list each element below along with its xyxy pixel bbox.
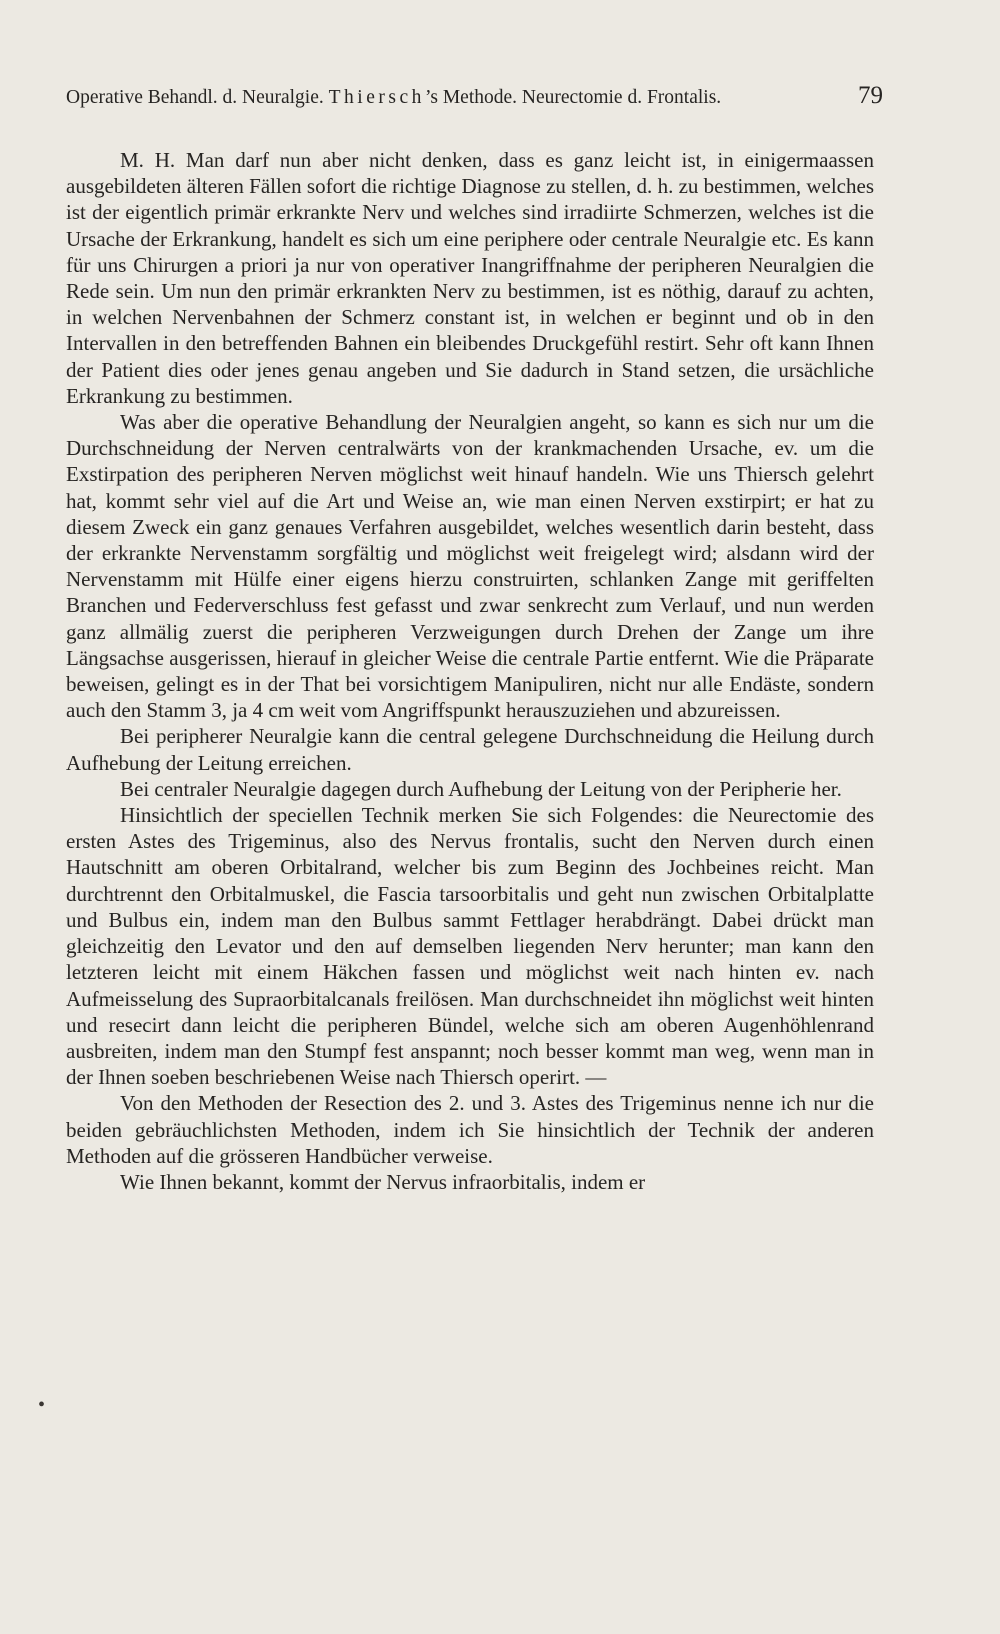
paragraph: Hinsichtlich der speciellen Technik merken Sie sich Folgendes: die Neurectomie des ersten Astes des Trigeminus, also des Nervus frontalis, sucht den Nerven durch einen Hautschnitt am oberen Orbitalrand, welcher bis zum Beginn des Jochbeines reicht. Man durchtrennt den Orbitalmuskel, die Fascia tarsoorbitalis und geht nun zwischen Orbitalplatte und Bulbus ein, indem man den Bulbus sammt Fettlager herabdrängt. Dabei drückt man gleichzeitig den Levator und den auf demselben liegenden Nerv herunter; man kann den letzteren leicht mit einem Häkchen fassen und möglichst weit nach hinten ev. nach Aufmeisselung des Supraorbitalcanals freilösen. Man durchschneidet ihn möglichst weit hinten und resecirt dann leicht die peripheren Bündel, welche sich am oberen Augenhöhlenrand ausbreiten, indem man den Stumpf fest anspannt; noch besser kommt man weg, wenn man in der Ihnen soeben beschriebenen Weise nach Thiersch operirt. — [66, 803, 874, 1090]
paragraph: Von den Methoden der Resection des 2. und 3. Astes des Trigeminus nenne ich nur die beiden gebräuchlichsten Methoden, indem ich Sie hinsichtlich der Technik der anderen Methoden auf die grösseren Handbücher verweise. [66, 1091, 874, 1168]
header-title-part-2: ’s Methode. Neurectomie d. Frontalis. [424, 87, 722, 108]
paragraph: Bei peripherer Neuralgie kann die central gelegene Durchschneidung die Heilung durch Aufhebung der Leitung erreichen. [66, 724, 874, 775]
margin-dot-mark: • [38, 1394, 46, 1416]
body-text [66, 147, 874, 1195]
paragraph: Bei centraler Neuralgie dagegen durch Aufhebung der Leitung von der Peripherie her. [120, 776, 842, 801]
header-title-spaced-name: Thiersch [328, 87, 425, 108]
header-title-part-1: Operative Behandl. d. Neuralgie. [66, 87, 329, 108]
paragraph: Was aber die operative Behandlung der Neuralgien angeht, so kann es sich nur um die Durchschneidung der Nerven centralwärts von der krankmachenden Ursache, ev. um die Exstirpation des peripheren Nerven möglichst weit hinauf handeln. Wie uns Thiersch gelehrt hat, kommt sehr viel auf die Art und Weise an, wie man einen Nerven exstirpirt; er hat zu diesem Zweck ein ganz genaues Verfahren ausgebildet, welches wesentlich darin besteht, dass der erkrankte Nervenstamm sorgfältig und möglichst weit freigelegt wird; alsdann wird der Nervenstamm mit Hülfe einer eigens hierzu construirten, schlanken Zange mit geriffelten Branchen und Federverschluss fest gefasst und zwar senkrecht zum Verlauf, und nun werden ganz allmälig zuerst die peripheren Verzweigungen durch Drehen der Zange um ihre Längsachse ausgerissen, hierauf in gleicher Weise die centrale Partie entfernt. Wie die Präparate beweisen, gelingt es in der That bei vorsichtigem Manipuliren, nicht nur alle Endäste, sondern auch den Stamm 3, ja 4 cm weit vom Angriffspunkt herauszuziehen und abzureissen. [66, 410, 874, 723]
paragraph: M. H. Man darf nun aber nicht denken, dass es ganz leicht ist, in einigermaassen ausgebildeten älteren Fällen sofort die richtige Diagnose zu stellen, d. h. zu bestimmen, welches ist der eigentlich primär erkrankte Nerv und welches sind irradiirte Schmerzen, welches ist die Ursache der Erkrankung, handelt es sich um eine periphere oder centrale Neuralgie etc. Es kann für uns Chirurgen a priori ja nur von operativer Inangriffnahme der peripheren Neuralgien die Rede sein. Um nun den primär erkrankten Nerv zu bestimmen, ist es nöthig, darauf zu achten, in welchen Nervenbahnen der Schmerz constant ist, in welchen er beginnt und ob in den Intervallen in den betreffenden Bahnen ein bleibendes Druckgefühl restirt. Sehr oft kann Ihnen der Patient dies oder jenes genau angeben und Sie dadurch in Stand setzen, die ursächliche Erkrankung zu bestimmen. [66, 148, 874, 408]
paragraph: Wie Ihnen bekannt, kommt der Nervus infraorbitalis, indem er [120, 1169, 646, 1194]
page-number: 79 [858, 82, 883, 109]
running-header [66, 82, 883, 110]
